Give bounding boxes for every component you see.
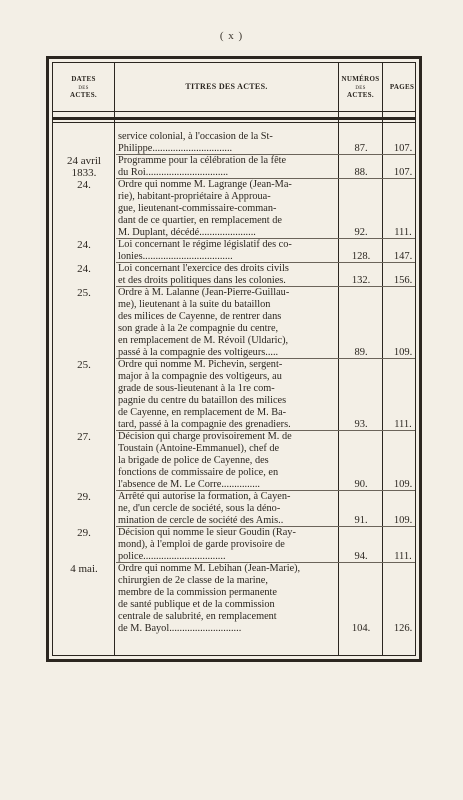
entry-number: 93.	[354, 419, 368, 430]
entry-title-line: passé à la compagnie des voltigeurs.....	[118, 347, 279, 358]
entry-number: 94.	[354, 551, 368, 562]
entry-title-line: Ordre à M. Lalanne (Jean-Pierre-Guillau-	[118, 287, 290, 298]
entry-date-line: 24 avril	[67, 155, 101, 167]
entry-page: 126.	[393, 623, 413, 634]
entry-page: 107.	[393, 143, 413, 154]
entry-number: 90.	[354, 479, 368, 490]
entry-title-line: et des droits politiques dans les colonies.	[118, 275, 286, 286]
entry-date	[56, 263, 112, 275]
entry-title-line: dant de ce quartier, en remplacement de	[118, 215, 282, 226]
entry-date-line: 25.	[77, 359, 91, 371]
entry-date	[56, 287, 112, 299]
entry-page: 111.	[394, 419, 412, 430]
entry-date-line: 29.	[77, 491, 91, 503]
header-numeros: NUMÉROS des ACTES.	[341, 75, 380, 99]
entry-title-line: du Roi................................	[118, 167, 229, 178]
entry-title-line: Programme pour la célébration de la fête	[118, 155, 287, 166]
entry-number: 92.	[354, 227, 368, 238]
entry-title-line: lonies...................................	[118, 251, 233, 262]
entry-title-line: Loi concernant l'exercice des droits civils	[118, 263, 289, 274]
entry-page: 147.	[393, 251, 413, 262]
entry-number: 87.	[354, 143, 368, 154]
entry-title-line: Ordre qui nomme M. Lagrange (Jean-Ma-	[118, 179, 292, 190]
entry-date-line: 25.	[77, 287, 91, 299]
entry-title-line: me), lieutenant à la suite du bataillon	[118, 299, 271, 310]
entry-title-line: fonctions de commissaire de police, en	[118, 467, 279, 478]
entry-title	[118, 527, 338, 563]
entry-title-line: ne, d'un cercle de société, sous la déno-	[118, 503, 281, 514]
entry-number: 128.	[351, 251, 371, 262]
entry-title-line: Philippe...............................	[118, 143, 233, 154]
entry-title	[118, 491, 338, 527]
entry-page: 156.	[393, 275, 413, 286]
entry-title-line: de Cayenne, en remplacement de M. Ba-	[118, 407, 287, 418]
entry-title-line: grade de sous-lieutenant à la 1re com-	[118, 383, 275, 394]
entry-title-line: de M. Bayol............................	[118, 623, 242, 634]
entry-title-line: Ordre qui nomme M. Pichevin, sergent-	[118, 359, 283, 370]
entry-title-line: Décision qui nomme le sieur Goudin (Ray-	[118, 527, 296, 538]
entry-page: 109.	[393, 479, 413, 490]
page-number: ( x )	[219, 30, 244, 42]
entry-title	[118, 155, 338, 179]
entry-date	[56, 155, 112, 179]
entry-date	[56, 179, 112, 191]
entry-title-line: des milices de Cayenne, de rentrer dans	[118, 311, 282, 322]
entry-title-line: Décision qui charge provisoirement M. de	[118, 431, 292, 442]
entry-title-line: Ordre qui nomme M. Lebihan (Jean-Marie),	[118, 563, 301, 574]
entry-number: 88.	[354, 167, 368, 178]
entry-date	[56, 563, 112, 575]
entry-number: 89.	[354, 347, 368, 358]
entry-date-line: 27.	[77, 431, 91, 443]
entry-title	[118, 239, 338, 263]
entry-date	[56, 491, 112, 503]
entry-number: 91.	[354, 515, 368, 526]
entry-date-line: 24.	[77, 179, 91, 191]
entry-date-line: 29.	[77, 527, 91, 539]
entry-title-line: la brigade de police de Cayenne, des	[118, 455, 269, 466]
entry-title	[118, 263, 338, 287]
entry-title-line: en remplacement de M. Révoil (Uldaric),	[118, 335, 289, 346]
entry-title-line: major à la compagnie des voltigeurs, au	[118, 371, 282, 382]
entry-title	[118, 287, 338, 359]
entry-title-line: centrale de salubrité, en remplacement	[118, 611, 277, 622]
entry-title-line: tard, passé à la compagnie des grenadiers.	[118, 419, 291, 430]
entry-date-line: 4 mai.	[70, 563, 98, 575]
entry-title-line: membre de la commission permanente	[118, 587, 277, 598]
table-frame	[46, 56, 422, 662]
entry-date	[56, 527, 112, 539]
entry-date-line: 24.	[77, 239, 91, 251]
entry-title-line: pagnie du centre du bataillon des milices	[118, 395, 287, 406]
entry-title-line: Arrêté qui autorise la formation, à Cayen-	[118, 491, 291, 502]
entry-date	[56, 359, 112, 371]
entry-title	[118, 131, 338, 155]
entry-number: 104.	[351, 623, 371, 634]
entry-title-line: de santé publique et de la commission	[118, 599, 275, 610]
entry-page: 111.	[394, 227, 412, 238]
header-rule	[53, 122, 415, 123]
entry-title-line: police................................	[118, 551, 226, 562]
entry-date	[56, 239, 112, 251]
entry-page: 107.	[393, 167, 413, 178]
entry-title-line: mination de cercle de société des Amis..	[118, 515, 284, 526]
entry-title-line: Toustain (Antoine-Emmanuel), chef de	[118, 443, 280, 454]
entry-title-line: l'absence de M. Le Corre...............	[118, 479, 260, 490]
entry-title-line: rie), habitant-propriétaire à Approua-	[118, 191, 271, 202]
header-titles: TITRES DES ACTES.	[185, 82, 268, 91]
entry-page: 109.	[393, 515, 413, 526]
entry-title	[118, 431, 338, 491]
entry-title-line: chirurgien de 2e classe de la marine,	[118, 575, 268, 586]
entry-title-line: gue, lieutenant-commissaire-comman-	[118, 203, 277, 214]
entry-page: 109.	[393, 347, 413, 358]
entry-title-line: son grade à la 2e compagnie du centre,	[118, 323, 279, 334]
entry-title-line: service colonial, à l'occasion de la St-	[118, 131, 273, 142]
entry-date	[56, 431, 112, 443]
entry-title-line: M. Duplant, décédé......................	[118, 227, 256, 238]
column-rule	[114, 63, 115, 655]
header-rule	[53, 111, 415, 112]
header-pages: PAGES	[389, 83, 415, 91]
entry-title	[118, 563, 338, 635]
entry-title-line: Loi concernant le régime législatif des co-	[118, 239, 292, 250]
entry-date-line: 1833.	[71, 167, 97, 179]
table	[52, 62, 416, 656]
entry-title	[118, 359, 338, 431]
entry-page: 111.	[394, 551, 412, 562]
header-dates: DATES des ACTES.	[70, 75, 97, 99]
entry-number: 132.	[351, 275, 371, 286]
header-rule-thick	[53, 117, 415, 120]
entry-date-line: 24.	[77, 263, 91, 275]
entry-title-line: mond), à l'emploi de garde provisoire de	[118, 539, 285, 550]
entry-title	[118, 179, 338, 239]
